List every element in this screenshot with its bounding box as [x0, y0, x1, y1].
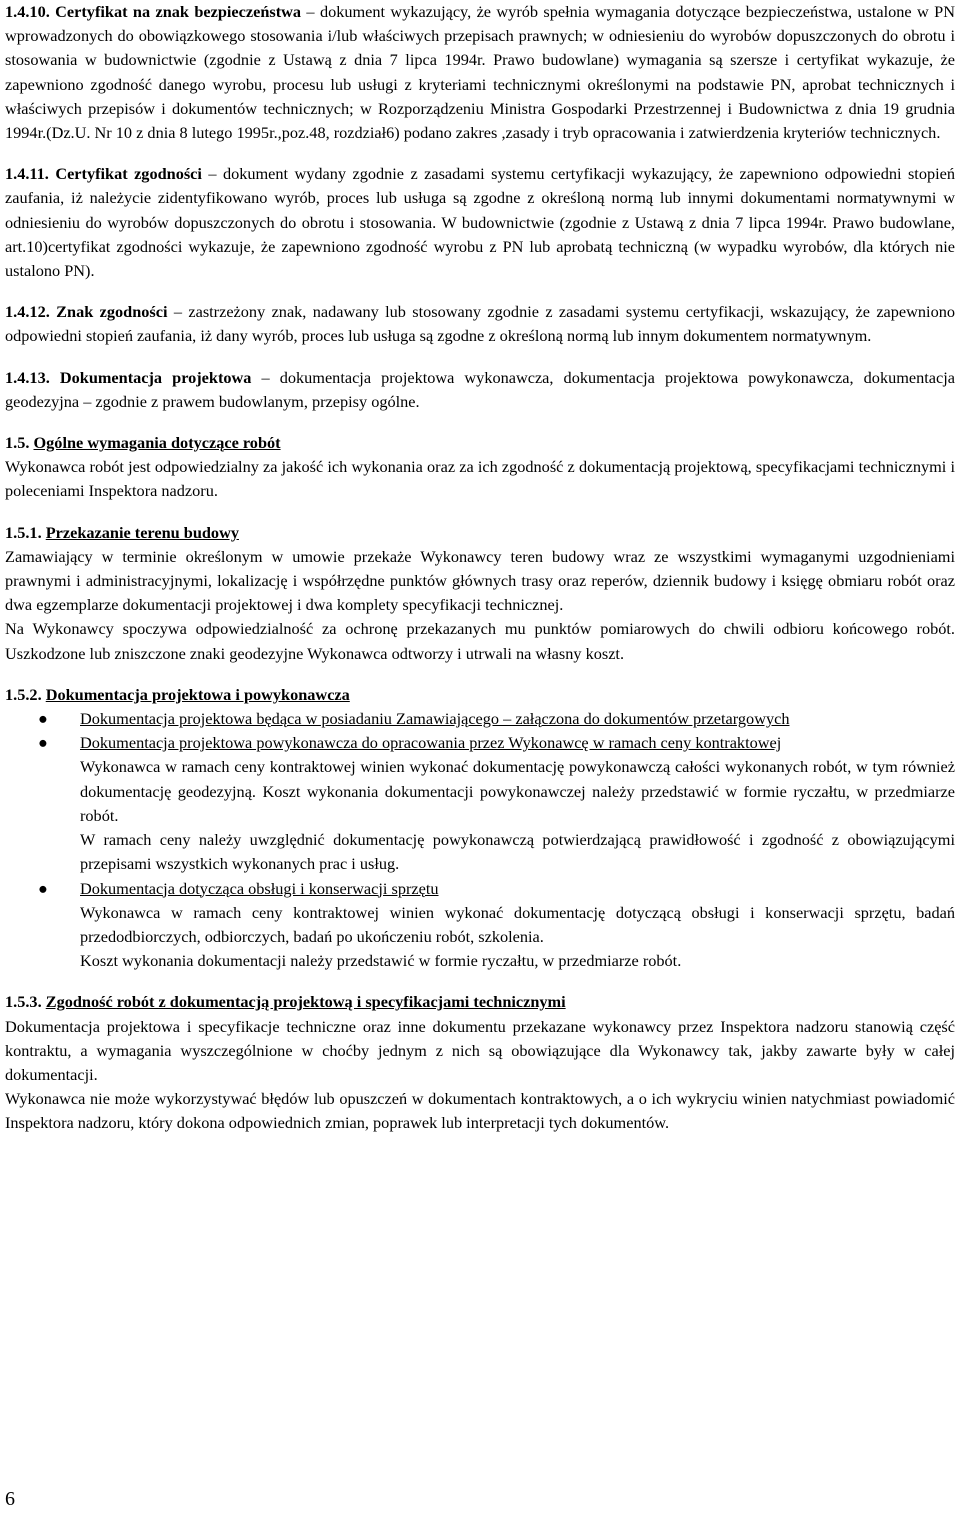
section-1-4-11: [5, 162, 955, 283]
section-title: Dokumentacja projektowa i powykonawcza: [45, 684, 350, 704]
section-number: 1.5.3.: [5, 992, 42, 1012]
section-1-5-3-heading: [5, 990, 955, 1014]
page-number: 6: [5, 1488, 15, 1510]
bullet-paragraph: Wykonawca w ramach ceny kontraktowej winien wykonać dokumentację dotyczącą obsługi i konserwacji sprzętu, badań przedodbiorczych, odbiorczych, badań po ukończeniu robót, szkolenia.: [80, 902, 955, 946]
section-1-4-10: [5, 0, 955, 145]
bullet-paragraph: W ramach ceny należy uwzględnić dokumentację powykonawczą potwierdzającą prawidłowość i zgodność z obowiązującymi przepisami wszystkich wykonanych prac i usług.: [80, 830, 955, 874]
section-1-5-1-paragraph-2: Na Wykonawcy spoczywa odpowiedzialność za ochronę przekazanych mu punktów pomiarowych do chwili odbioru końcowego robót. Uszkodzone lub zniszczone znaki geodezyjne Wykonawca odtworzy i utrwali na własny koszt.: [5, 619, 955, 663]
bullet-item: [5, 877, 955, 901]
section-1-5-3-paragraph-1: Dokumentacja projektowa i specyfikacje techniczne oraz inne dokumentu przekazane wykonawcy przez Inspektora nadzoru stanowią część kontraktu, a wymagania wyszczególnione w choćby jednym z nich są obowiązujące dla Wykonawcy tak, jakby zawarte były w całej dokumentacji.: [5, 1016, 955, 1084]
section-number: 1.4.10.: [5, 2, 50, 21]
section-title: Dokumentacja projektowa: [59, 367, 252, 387]
bullet-text: Dokumentacja dotycząca obsługi i konserwacji sprzętu: [80, 878, 439, 898]
section-number: 1.5.: [5, 433, 30, 453]
bullet-text: Dokumentacja projektowa będąca w posiadaniu Zamawiającego – załączona do dokumentów przetargowych: [80, 709, 790, 729]
bullet-icon: ●: [38, 709, 48, 729]
bullet-paragraph: Koszt wykonania dokumentacji należy przedstawić w formie ryczałtu, w przedmiarze robót.: [80, 951, 682, 971]
bullet-item: [5, 731, 955, 755]
section-1-5-1-heading: [5, 521, 955, 545]
section-text: – dokument wykazujący, że wyrób spełnia wymagania dotyczące bezpieczeństwa, ustalone w PN wprowadzonych do obowiązkowego stosowania i/lub właściwych przepisach prawnych; w odniesieniu do wyrobów dopuszczonych do obrotu i stosowania w budownictwie (zgodnie z Ustawą z dnia 7 lipca 1994r. Prawo budowlane) wymagania są szersze i certyfikat wykazuje, że zapewniono zgodność danego wyrobu, procesu lub usługi z kryteriami technicznymi określonymi na podstawie PN, aprobat technicznych i właściwych przepisów i dokumentów technicznych; w Rozporządzeniu Ministra Gospodarki Przestrzennej i Budownictwa z dnia 19 grudnia 1994r.(Dz.U. Nr 10 z dnia 8 lutego 1995r.,poz.48, rozdział6) podano zakres ,zasady i tryb opracowania i zatwierdzenia kryteriów technicznych.: [5, 2, 955, 143]
section-title: Przekazanie terenu budowy: [45, 522, 239, 542]
section-title: Zgodność robót z dokumentacją projektową i specyfikacjami technicznymi: [45, 992, 566, 1012]
section-number: 1.4.12.: [5, 302, 50, 322]
section-text: – dokument wydany zgodnie z zasadami systemu certyfikacji wykazujący, że zapewniono odpowiedni stopień zaufania, iż należycie zidentyfikowano wyrób, proces lub usługa są zgodne z określoną normą lub innymi dokumentami normatywnymi w odniesieniu do wyrobów dopuszczonych do obrotu i stosowania. W budownictwie (zgodnie z Ustawą z dnia 7 lipca 1994r. Prawo budowlane, art.10)certyfikat zgodności wykazuje, że zapewniono zgodność wyrobu z PN lub aprobatą techniczną (w wypadku wyrobów, dla których nie ustalono PN).: [5, 164, 955, 281]
bullet-icon: ●: [38, 733, 48, 753]
bullet-item: [5, 707, 955, 731]
section-text: – zastrzeżony znak, nadawany lub stosowany zgodnie z zasadami systemu certyfikacji, wskazujący, że zapewniono odpowiedni stopień zaufania, iż dany wyrób, proces lub usługa są zgodne z określoną normą lub innym dokumentem normatywnym.: [5, 302, 955, 346]
section-title: Ogólne wymagania dotyczące robót: [33, 433, 281, 453]
section-text: – dokumentacja projektowa wykonawcza, dokumentacja projektowa powykonawcza, dokumentacja geodezyjna – zgodnie z prawem budowlanym, przepisy ogólne.: [5, 367, 955, 411]
section-1-5-text: Wykonawca robót jest odpowiedzialny za jakość ich wykonania oraz za ich zgodność z dokumentacją projektową, specyfikacjami technicznymi i poleceniami Inspektora nadzoru.: [5, 457, 955, 501]
section-title: Certyfikat na znak bezpieczeństwa: [55, 2, 302, 21]
bullet-text: Dokumentacja projektowa powykonawcza do opracowania przez Wykonawcę w ramach ceny kontraktowej: [80, 733, 782, 753]
document-page: [5, 0, 955, 1136]
section-number: 1.5.1.: [5, 522, 42, 542]
section-1-4-13: [5, 366, 955, 414]
section-1-5-2-heading: [5, 683, 955, 707]
section-1-4-12: [5, 300, 955, 348]
section-title: Znak zgodności: [56, 302, 168, 322]
section-number: 1.4.13.: [5, 367, 50, 387]
section-number: 1.4.11.: [5, 164, 49, 184]
bullet-paragraph: Wykonawca w ramach ceny kontraktowej winien wykonać dokumentację powykonawczą całości wykonanych robót, w tym również dokumentację geodezyjną. Koszt wykonania dokumentacji powykonawczej należy przedstawić w formie ryczałtu, w przedmiarze robót.: [80, 757, 955, 825]
section-1-5-3-paragraph-2: Wykonawca nie może wykorzystywać błędów lub opuszczeń w dokumentach kontraktowych, a o ich wykryciu winien natychmiast powiadomić Inspektora nadzoru, który dokona odpowiednich zmian, poprawek lub interpretacji tych dokumentów.: [5, 1089, 955, 1133]
section-title: Certyfikat zgodności: [55, 164, 202, 184]
bullet-icon: ●: [38, 878, 48, 898]
section-1-5-1-paragraph-1: Zamawiający w terminie określonym w umowie przekaże Wykonawcy teren budowy wraz ze wszystkimi wymaganymi uzgodnieniami prawnymi i administracyjnymi, lokalizację i współrzędne punktów głównych trasy oraz reperów, dziennik budowy i księgę obmiaru robót oraz dwa egzemplarze dokumentacji projektowej i dwa komplety specyfikacji technicznej.: [5, 546, 955, 615]
section-number: 1.5.2.: [5, 684, 42, 704]
section-1-5-heading: [5, 431, 955, 455]
